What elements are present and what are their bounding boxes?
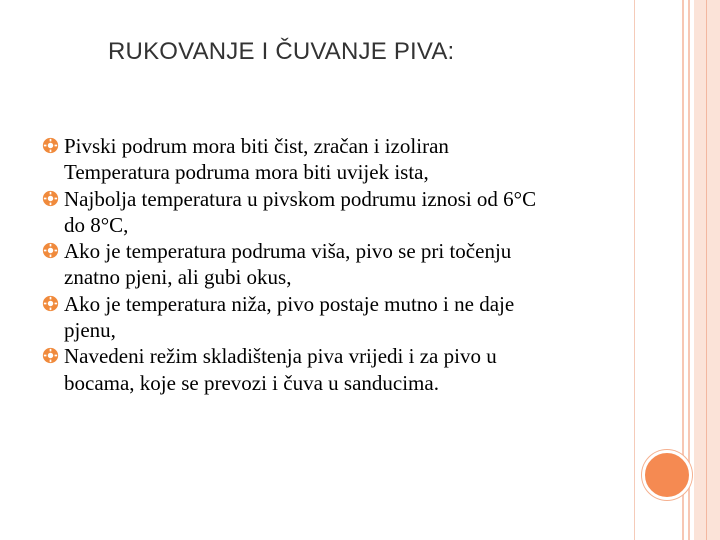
bullet-line: Navedeni režim skladištenja piva vrijedi i za pivo u [64, 344, 497, 369]
bullet-line: Najbolja temperatura u pivskom podrumu iznosi od 6°C [64, 186, 537, 211]
border-band [694, 0, 720, 540]
bullet-list [42, 133, 642, 396]
bullet-line: Temperatura podruma mora biti uvijek ista, [64, 160, 429, 185]
bullet-item [42, 291, 642, 344]
bullet-line: Pivski podrum mora biti čist, zračan i izoliran [64, 134, 449, 158]
bullet-line: pjenu, [64, 318, 116, 343]
bullet-item [42, 133, 642, 186]
bullet-item [42, 238, 642, 291]
bullet-line: do 8°C, [64, 212, 129, 237]
gear-icon [42, 347, 59, 364]
gear-icon [42, 190, 59, 207]
decorative-circle [642, 450, 692, 500]
border-stripe [688, 0, 690, 540]
slide-title: RUKOVANJE I ČUVANJE PIVA: [108, 38, 455, 65]
bullet-item [42, 343, 642, 396]
gear-icon [42, 137, 59, 154]
border-stripe [706, 0, 707, 540]
bullet-line: bocama, koje se prevozi i čuva u sanducima. [64, 370, 439, 395]
bullet-line: Ako je temperatura podruma viša, pivo se pri točenju [64, 239, 512, 264]
bullet-line: Ako je temperatura niža, pivo postaje mutno i ne daje [64, 291, 515, 316]
gear-icon [42, 242, 59, 259]
bullet-line: znatno pjeni, ali gubi okus, [64, 265, 292, 290]
gear-icon [42, 295, 59, 312]
bullet-item [42, 186, 642, 239]
